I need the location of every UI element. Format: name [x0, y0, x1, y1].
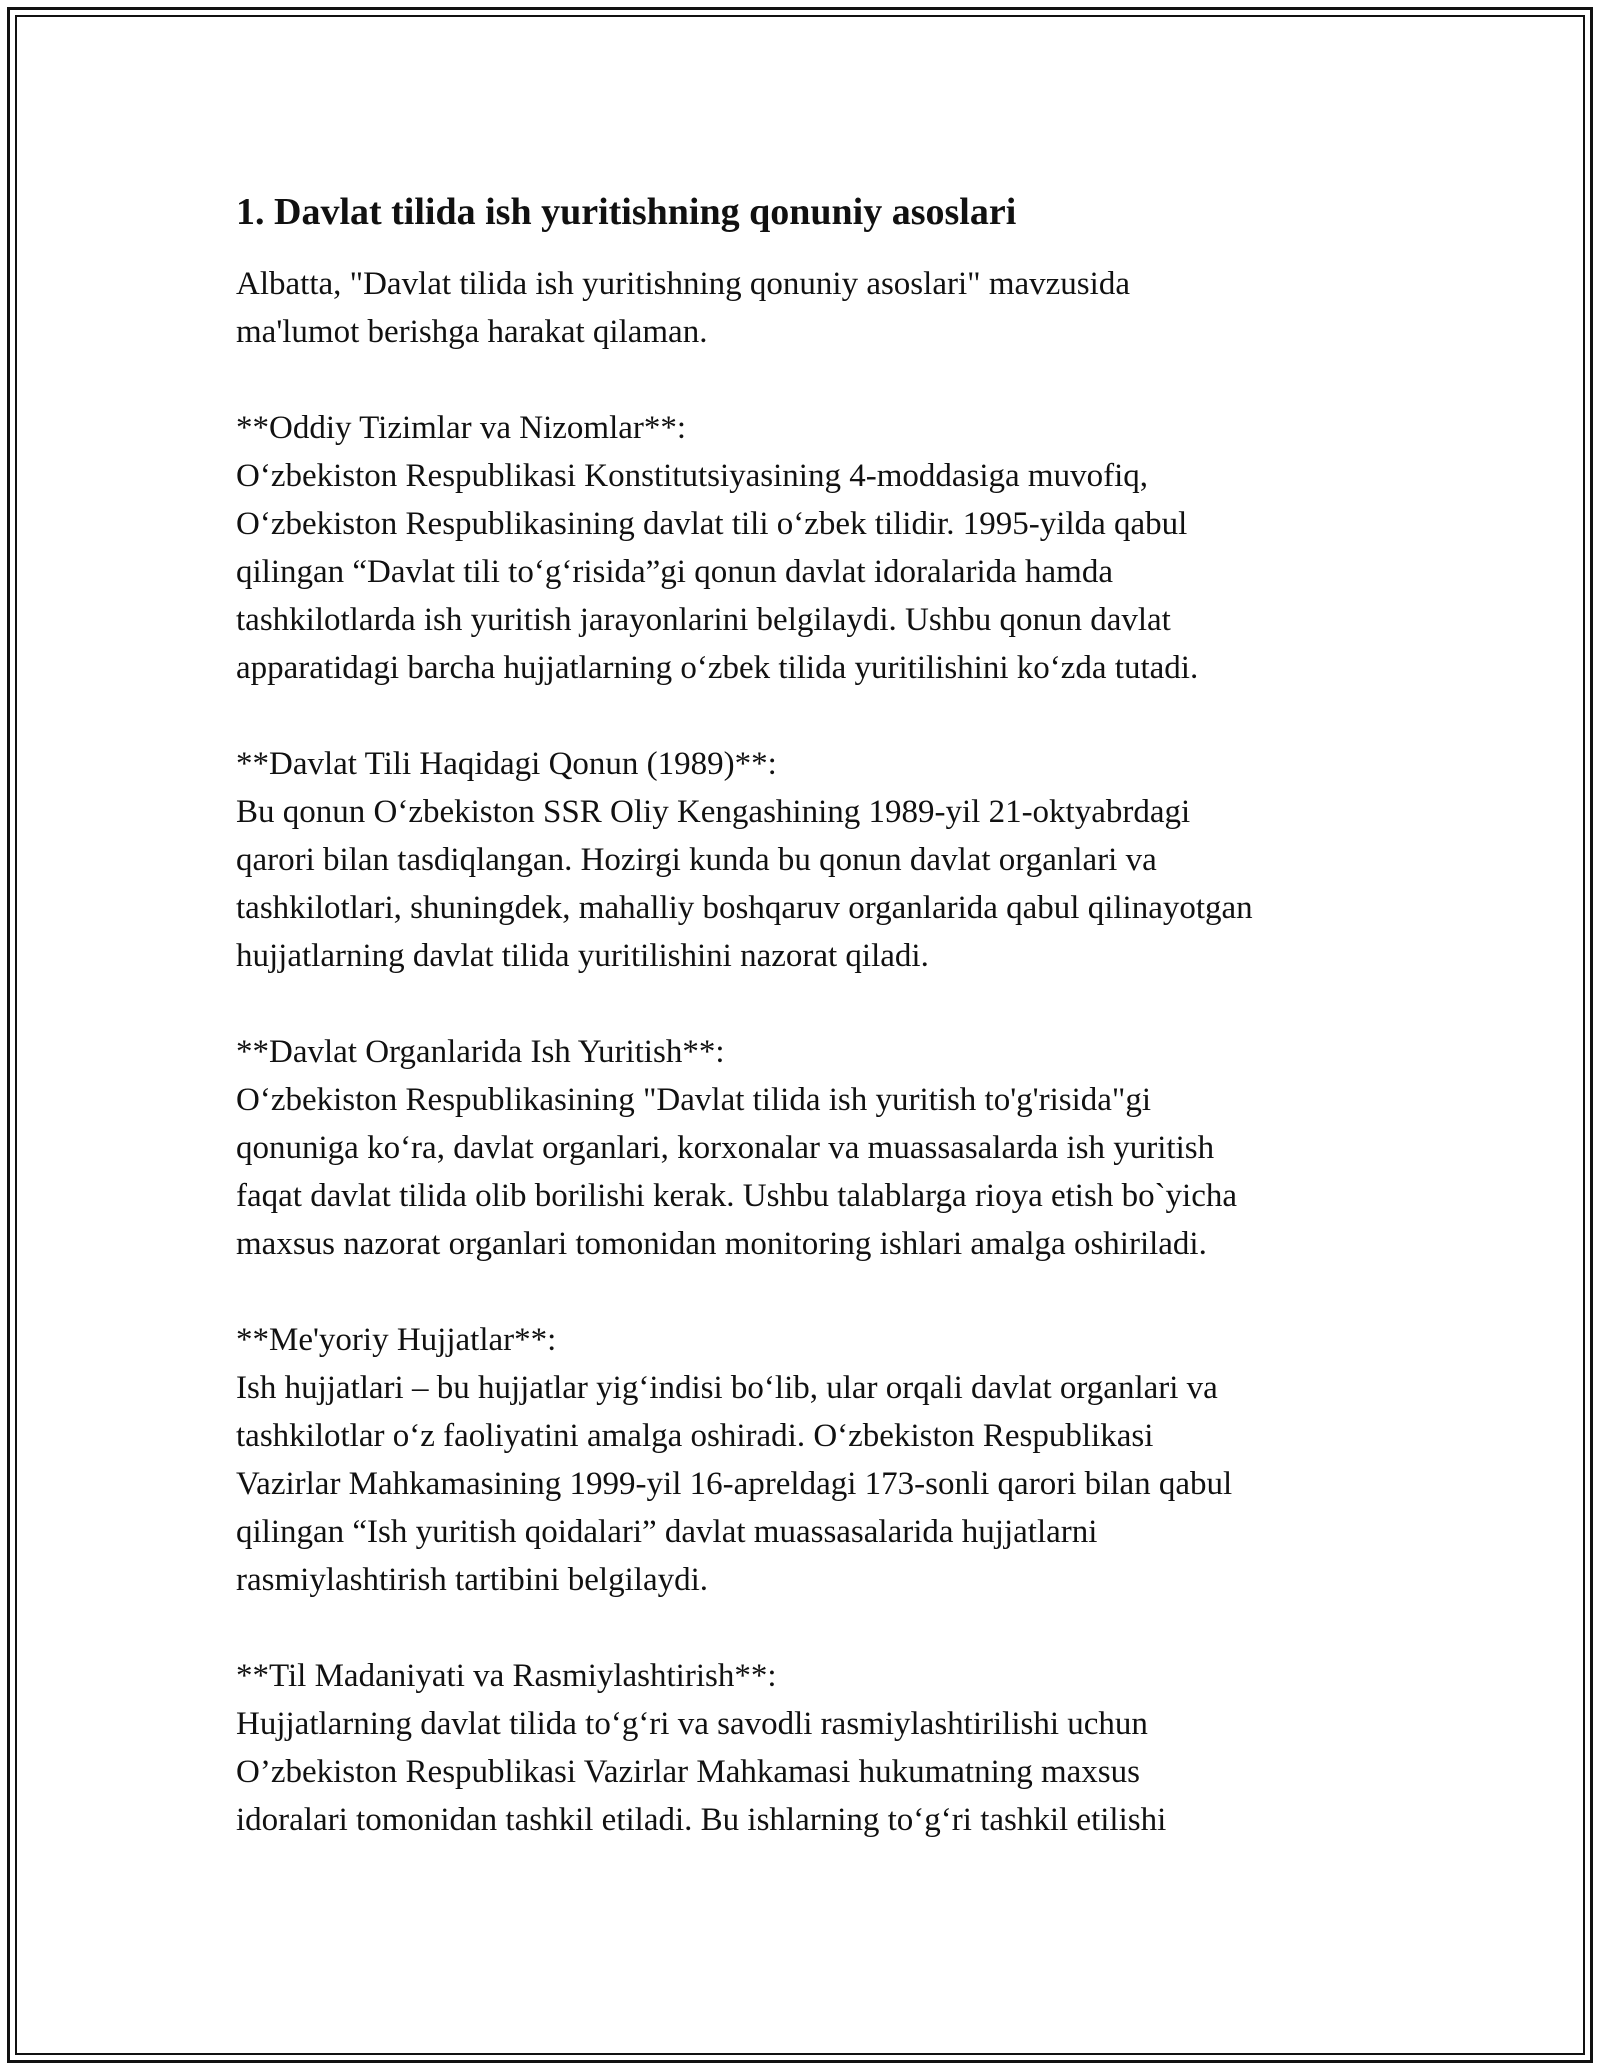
section-heading: **Davlat Organlarida Ish Yuritish**:	[236, 1034, 725, 1070]
section-line: O‘zbekiston Respublikasining "Davlat tilida ish yuritish to'g'risida"gi	[236, 1082, 1152, 1118]
section-line: tashkilotlari, shuningdek, mahalliy boshqaruv organlarida qabul qilinayotgan	[236, 890, 1253, 926]
section-line: apparatidagi barcha hujjatlarning o‘zbek tilida yuritilishini ko‘zda tutadi.	[236, 650, 1199, 686]
section-line: Bu qonun O‘zbekiston SSR Oliy Kengashining 1989-yil 21-oktyabrdagi	[236, 794, 1191, 830]
section-til-madaniyati	[236, 1652, 1376, 1844]
section-line: hujjatlarning davlat tilida yuritilishini nazorat qiladi.	[236, 938, 929, 974]
section-heading: **Me'yoriy Hujjatlar**:	[236, 1322, 557, 1358]
section-heading: **Oddiy Tizimlar va Nizomlar**:	[236, 410, 687, 446]
intro-line: Albatta, "Davlat tilida ish yuritishning qonuniy asoslari" mavzusida	[236, 266, 1130, 302]
section-line: idoralari tomonidan tashkil etiladi. Bu ishlarning to‘g‘ri tashkil etilishi	[236, 1802, 1167, 1838]
section-line: rasmiylashtirish tartibini belgilaydi.	[236, 1562, 709, 1598]
intro-line: ma'lumot berishga harakat qilaman.	[236, 314, 708, 350]
section-line: faqat davlat tilida olib borilishi kerak. Ushbu talablarga rioya etish bo`yicha	[236, 1178, 1238, 1214]
section-line: tashkilotlar o‘z faoliyatini amalga oshiradi. O‘zbekiston Respublikasi	[236, 1418, 1154, 1454]
section-davlat-tili-qonun	[236, 740, 1376, 980]
section-davlat-organlari	[236, 1028, 1376, 1268]
section-meyoriy-hujjatlar	[236, 1316, 1376, 1604]
section-line: O’zbekiston Respublikasi Vazirlar Mahkamasi hukumatning maxsus	[236, 1754, 1140, 1790]
section-line: tashkilotlarda ish yuritish jarayonlarini belgilaydi. Ushbu qonun davlat	[236, 602, 1171, 638]
document-body	[236, 186, 1376, 1844]
section-line: O‘zbekiston Respublikasining davlat tili o‘zbek tilidir. 1995-yilda qabul	[236, 506, 1188, 542]
section-line: Ish hujjatlari – bu hujjatlar yig‘indisi bo‘lib, ular orqali davlat organlari va	[236, 1370, 1218, 1406]
section-line: Hujjatlarning davlat tilida to‘g‘ri va savodli rasmiylashtirilishi uchun	[236, 1706, 1148, 1742]
section-line: qilingan “Ish yuritish qoidalari” davlat muassasalarida hujjatlarni	[236, 1514, 1098, 1550]
section-oddiy-tizimlar	[236, 404, 1376, 692]
section-line: qilingan “Davlat tili to‘g‘risida”gi qonun davlat idoralarida hamda	[236, 554, 1113, 590]
section-heading: **Davlat Tili Haqidagi Qonun (1989)**:	[236, 746, 777, 782]
intro-paragraph	[236, 260, 1376, 356]
section-heading: **Til Madaniyati va Rasmiylashtirish**:	[236, 1658, 777, 1694]
section-line: Vazirlar Mahkamasining 1999-yil 16-apreldagi 173-sonli qarori bilan qabul	[236, 1466, 1233, 1502]
section-line: maxsus nazorat organlari tomonidan monitoring ishlari amalga oshiriladi.	[236, 1226, 1207, 1262]
section-line: qonuniga ko‘ra, davlat organlari, korxonalar va muassasalarda ish yuritish	[236, 1130, 1215, 1166]
document-title: 1. Davlat tilida ish yuritishning qonuniy asoslari	[236, 191, 1017, 233]
section-line: qarori bilan tasdiqlangan. Hozirgi kunda bu qonun davlat organlari va	[236, 842, 1157, 878]
section-line: O‘zbekiston Respublikasi Konstitutsiyasining 4-moddasiga muvofiq,	[236, 458, 1149, 494]
